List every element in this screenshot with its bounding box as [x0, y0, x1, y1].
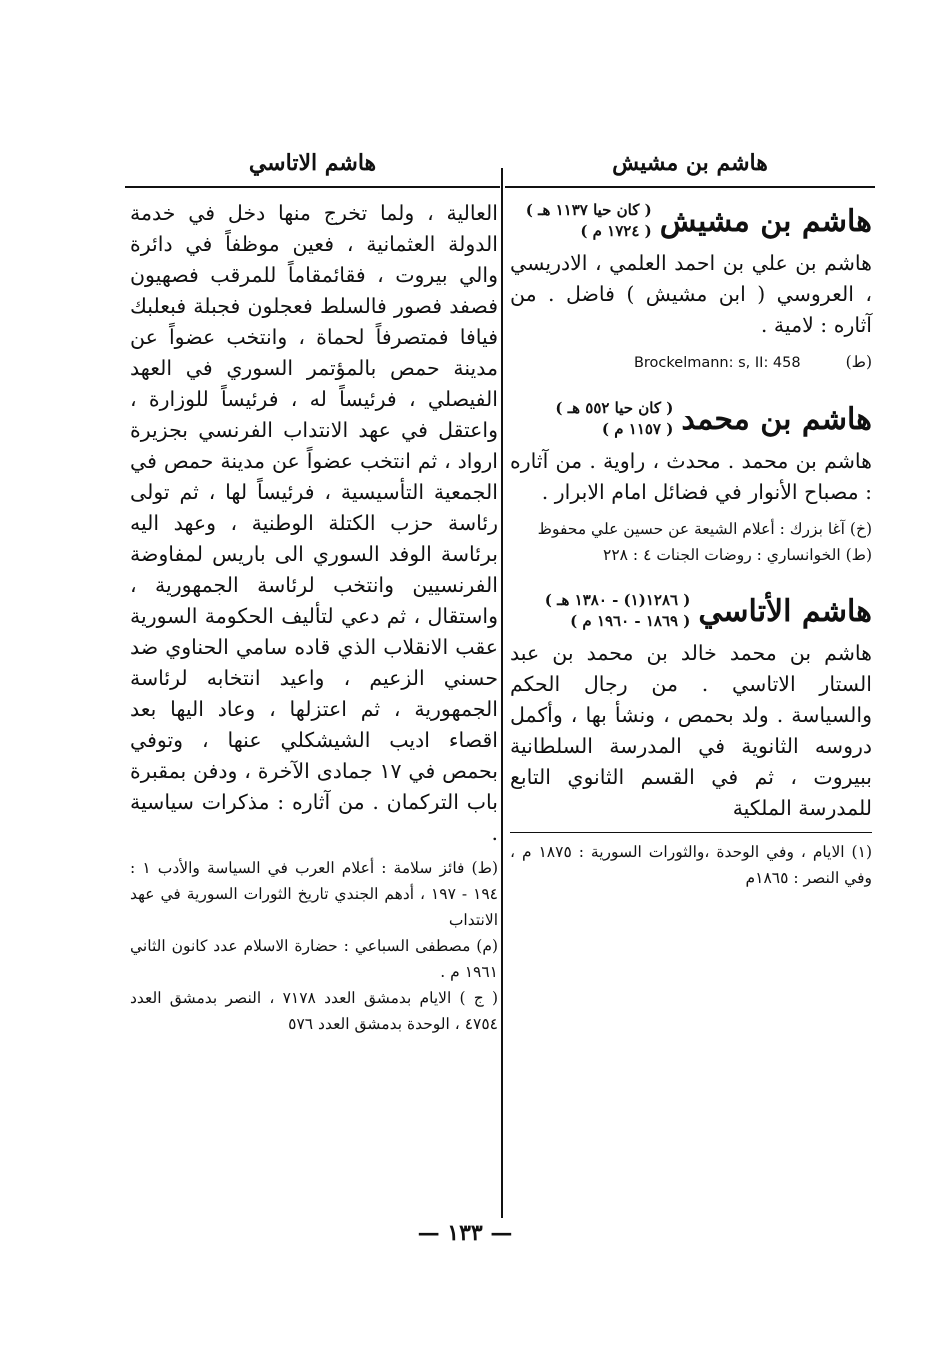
- gregorian-date: ( ١٨٦٩ - ١٩٦٠ م ): [570, 612, 691, 630]
- entry-heading: [510, 200, 872, 242]
- source-note: (م) مصطفى السباعي : حضارة الاسلام عدد كانون الثاني ١٩٦١ م .: [130, 937, 498, 981]
- hijri-date: ( كان حيا ١١٣٧ هـ ): [525, 201, 652, 219]
- hijri-date: ( كان حيا ٥٥٢ هـ ): [555, 399, 674, 417]
- left-column: [130, 198, 498, 1037]
- reference-latin: Brockelmann: s, II: 458: [633, 355, 801, 371]
- entry-note: (خ) آغا بزرك : أعلام الشيعة عن حسين علي محفوظ: [537, 520, 872, 538]
- footnote: (١) الايام ، وفي الوحدة ،والثورات السورية : ١٨٧٥ م ، وفي النصر : ١٨٦٥م: [510, 843, 872, 887]
- right-running-header: هاشم بن مشيش: [612, 150, 768, 176]
- entry-reference: [510, 349, 872, 376]
- gregorian-date: ( ١٧٢٤ م ): [580, 222, 652, 240]
- source-note: (ط) فائز سلامة : أعلام العرب في السياسة والأدب ١ : ١٩٤ - ١٩٧ ، أدهم الجندي تاريخ الثورات السورية في عهد الانتداب: [130, 859, 498, 929]
- entry-heading: [510, 590, 872, 632]
- entry-dates: [526, 200, 652, 242]
- entry-name: هاشم بن محمد: [681, 401, 872, 437]
- entry-dates: [545, 590, 691, 632]
- entry-body: هاشم بن علي بن احمد العلمي ، الادريسي ، العروسي ( ابن مشيش ) فاضل . من آثاره : لامية .: [510, 251, 872, 337]
- right-column: [510, 198, 872, 891]
- entry-spacer: [510, 568, 872, 588]
- entry-heading: [510, 398, 872, 440]
- column-divider: [501, 168, 503, 1218]
- source-note: ( ج ) الايام بدمشق العدد ٧١٧٨ ، النصر بدمشق العدد ٤٧٥٤ ، الوحدة بدمشق العدد ٥٧٦: [130, 989, 498, 1033]
- page-number: — ١٣٣ —: [417, 1220, 513, 1246]
- continuation-body: العالية ، ولما تخرج منها دخل في خدمة الدولة العثمانية ، فعين موظفاً في دائرة والي بيروت ، فقائمقاماً للمرقب فصهيون فصفد فصور فالسلط فعجلون فجبلة فبعلبك فيافا فمتصرفاً لحماة ، وانتخب عضواً عن مدينة حمص بالمؤتمر السوري في العهد الفيصلي ، فرئيساً له ، فرئيساً للوزارة ، واعتقل في عهد الانتداب الفرنسي بجزيرة ارواد ، ثم انتخب عضواً عن مدينة حمص في الجمعية التأسيسية ، فرئيساً لها ، ثم تولى رئاسة حزب الكتلة الوطنية ، وعهد اليه برئاسة الوفد السوري الى باريس لمفاوضة الفرنسيين وانتخب لرئاسة الجمهورية ، واستقال ، ثم دعي لتأليف الحكومة السورية عقب الانقلاب الذي قاده سامي الحناوي ضد حسني الزعيم ، واعيد انتخابه لرئاسة الجمهورية ، ثم اعتزلها ، وعاد اليها بعد اقصاء اديب الشيشكلي عنها ، وتوفي بحمص في ١٧ جمادى الآخرة ، ودفن بمقبرة باب التركمان . من آثاره : مذكرات سياسية .: [130, 201, 498, 845]
- gregorian-date: ( ١١٥٧ م ): [601, 420, 674, 438]
- entry-dates: [555, 398, 673, 440]
- entry-name: هاشم بن مشيش: [659, 203, 872, 239]
- right-header-rule: [505, 186, 875, 188]
- entry-name: هاشم الأتاسي: [698, 593, 872, 629]
- footnote-rule: [510, 832, 872, 833]
- left-header-rule: [125, 186, 500, 188]
- entry-body: هاشم بن محمد خالد بن محمد بن عبد الستار الاتاسي . من رجال الحكم والسياسة . ولد بحمص ، ونشأ بها ، وأكمل دروسه الثانوية في المدرسة السلطانية ببيروت ، ثم في القسم الثانوي التابع للمدرسة الملكية: [510, 641, 872, 820]
- entry-note: (ط) الخوانساري : روضات الجنات ٤ : ٢٢٨: [603, 546, 872, 564]
- entry-spacer: [510, 376, 872, 396]
- reference-label: (ط): [845, 353, 872, 371]
- entry-body: هاشم بن محمد . محدث ، راوية . من آثاره : مصباح الأنوار في فضائل امام الابرار .: [510, 449, 872, 504]
- hijri-date: ( ١٢٨٦(١) - ١٣٨٠ هـ ): [544, 591, 691, 609]
- left-running-header: هاشم الاتاسي: [248, 150, 377, 176]
